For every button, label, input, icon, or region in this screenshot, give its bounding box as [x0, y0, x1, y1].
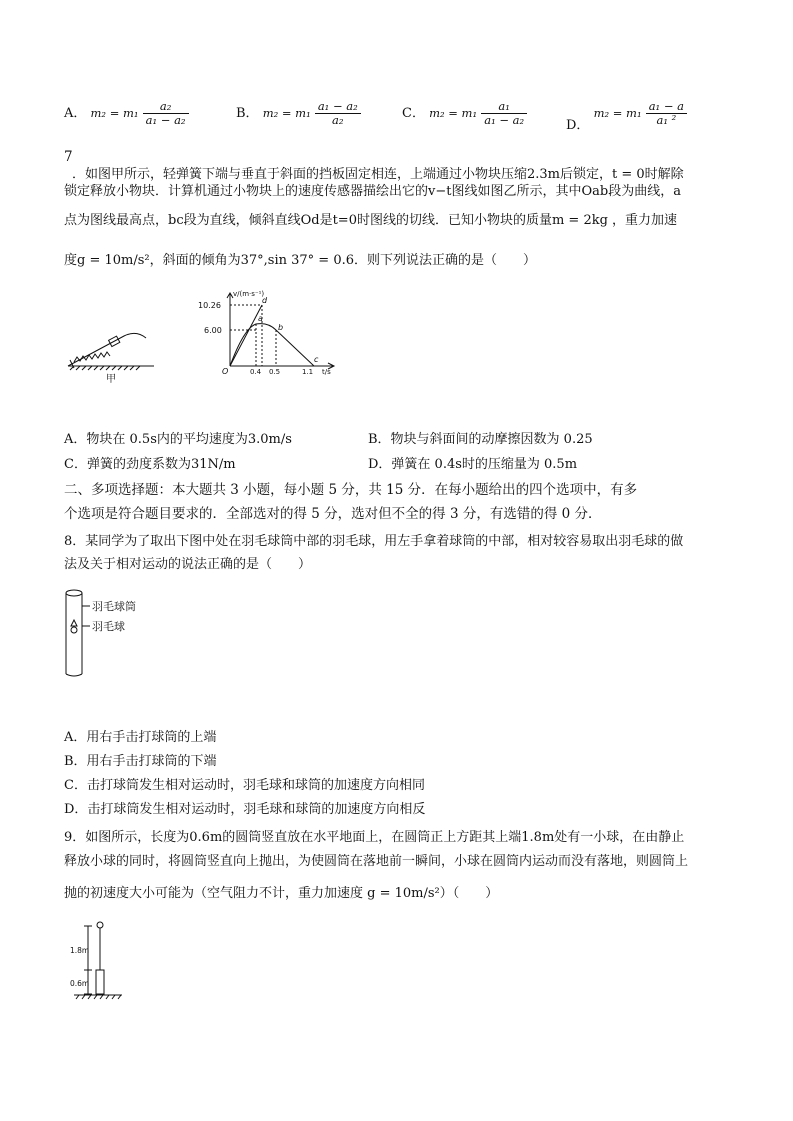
graph-ytick-600: 6.00 — [204, 326, 222, 335]
q6-option-a-denominator: a₁ − a₂ — [143, 113, 189, 127]
q7-option-c: C．弹簧的劲度系数为31N/m — [64, 457, 236, 472]
label-length-06m: 0.6m — [70, 979, 90, 988]
q8-line-2: 法及关于相对运动的说法正确的是（ ） — [64, 557, 312, 572]
q6-option-c-lhs: m₂ = m₁ — [429, 106, 478, 120]
figure-shuttlecock-tube — [62, 588, 182, 680]
figure-incline-spring — [64, 320, 164, 384]
label-shuttlecock-tube: 羽毛球筒 — [92, 600, 136, 613]
q7-number: 7 — [64, 149, 73, 165]
q6-option-b-label: B． — [236, 106, 259, 121]
q6-option-a-lhs: m₂ = m₁ — [90, 106, 139, 120]
q7-line-4: 度g = 10m/s²，斜面的倾角为37°,sin 37° = 0.6．则下列说法正确的是（ ） — [64, 253, 536, 268]
q6-option-c-fraction — [481, 100, 527, 127]
q7-option-b: B．物块与斜面间的动摩擦因数为 0.25 — [368, 432, 593, 447]
section2-line-2: 个选项是符合题目要求的．全部选对的得 5 分，选对但不全的得 3 分，有选错的得 0 分． — [64, 506, 602, 522]
figure-vt-graph — [196, 288, 346, 378]
q6-option-b-lhs: m₂ = m₁ — [262, 106, 311, 120]
figure-tube-ball — [70, 918, 130, 1002]
section2-line-1: 二、多项选择题：本大题共 3 小题，每小题 5 分，共 15 分．在每小题给出的四个选项中，有多 — [64, 482, 638, 498]
q6-option-d-numerator: a₁ − a — [648, 99, 684, 113]
q9-line-2: 释放小球的同时，将圆筒竖直向上抛出，为使圆筒在落地前一瞬间，小球在圆筒内运动而没有落地，则圆筒上 — [64, 854, 689, 869]
q8-option-c: C．击打球筒发生相对运动时，羽毛球和球筒的加速度方向相同 — [64, 778, 425, 793]
q6-option-c — [402, 100, 527, 127]
q6-option-b-numerator: a₁ − a₂ — [317, 99, 358, 113]
graph-point-b: b — [278, 323, 284, 332]
q6-option-a-label: A． — [64, 106, 87, 121]
graph-ytick-1026: 10.26 — [198, 301, 221, 310]
q6-option-d-lhs: m₂ = m₁ — [593, 106, 642, 120]
graph-xlabel: t/s — [322, 368, 331, 376]
graph-xtick-05: 0.5 — [269, 368, 281, 376]
graph-point-d: d — [262, 296, 268, 305]
q6-option-c-numerator: a₁ — [498, 99, 510, 113]
q6-option-d-label: D． — [566, 118, 590, 133]
q8-option-a: A．用右手击打球筒的上端 — [64, 730, 217, 745]
q6-option-c-denominator: a₁ − a₂ — [481, 113, 527, 127]
graph-origin: O — [222, 367, 229, 376]
q7-option-d: D．弹簧在 0.4s时的压缩量为 0.5m — [368, 457, 578, 472]
graph-xtick-11: 1.1 — [302, 368, 314, 376]
q6-option-b — [236, 100, 361, 127]
label-distance-18m: 1.8m — [70, 946, 90, 955]
q6-option-a — [64, 100, 189, 127]
q8-option-d: D．击打球筒发生相对运动时，羽毛球和球筒的加速度方向相反 — [64, 802, 426, 817]
q6-option-c-label: C． — [402, 106, 425, 121]
graph-point-c: c — [314, 355, 319, 364]
q8-option-b: B．用右手击打球筒的下端 — [64, 754, 217, 769]
graph-xtick-04: 0.4 — [250, 368, 262, 376]
q8-line-1: 8．某同学为了取出下图中处在羽毛球筒中部的羽毛球，用左手拿着球筒的中部，相对较容易取出羽毛球的做 — [64, 534, 684, 549]
q7-line-3: 点为图线最高点，bc段为直线，倾斜直线Od是t=0时图线的切线．已知小物块的质量m = 2kg ，重力加速 — [64, 213, 678, 228]
q6-option-a-fraction — [143, 100, 189, 127]
q7-line-1: ．如图甲所示，轻弹簧下端与垂直于斜面的挡板固定相连，上端通过小物块压缩2.3m后锁定，t = 0时解除 — [72, 167, 684, 182]
q6-option-b-fraction — [315, 100, 361, 127]
q6-option-d-denominator: a₁ ² — [646, 113, 687, 127]
graph-point-a: a — [258, 314, 263, 323]
q6-option-b-denominator: a₂ — [315, 113, 361, 127]
q6-option-a-numerator: a₂ — [159, 99, 172, 113]
label-shuttlecock: 羽毛球 — [92, 620, 125, 633]
q6-option-d — [566, 99, 687, 133]
figure-jia-label: 甲 — [106, 374, 116, 384]
q9-line-3: 抛的初速度大小可能为（空气阻力不计，重力加速度 g = 10m/s²）（ ） — [64, 886, 499, 901]
q6-option-d-fraction — [646, 100, 687, 127]
q7-option-a: A．物块在 0.5s内的平均速度为3.0m/s — [64, 432, 292, 447]
graph-ylabel: v/(m·s⁻¹) — [233, 290, 265, 298]
q7-line-2: 锁定释放小物块．计算机通过小物块上的速度传感器描绘出它的v−t图线如图乙所示，其中Oab段为曲线，a — [64, 184, 681, 199]
q9-line-1: 9．如图所示，长度为0.6m的圆筒竖直放在水平地面上，在圆筒正上方距其上端1.8m处有一小球，在由静止 — [64, 830, 685, 845]
